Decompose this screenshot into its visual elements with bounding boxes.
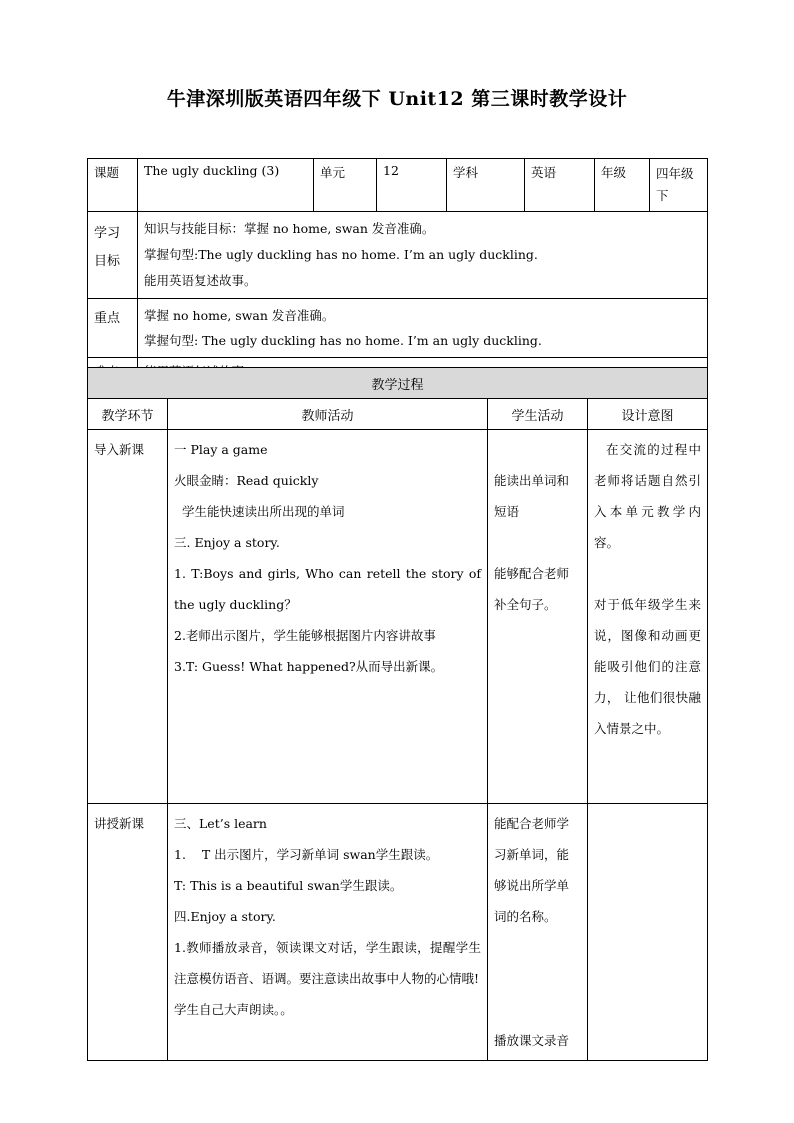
teacher-line: 四.Enjoy a story.	[174, 909, 276, 924]
student-activity-cell	[488, 804, 588, 1061]
spacer	[594, 558, 701, 589]
teacher-line: 3.T: Guess! What happened?从而导出新课。	[174, 659, 444, 674]
teacher-line: 火眼金睛：Read quickly	[174, 473, 319, 488]
intent-line: 在交流的过程中老师将话题自然引入本单元教学内容。	[594, 442, 702, 550]
stage-cell: 导入新课	[88, 430, 168, 804]
goals-line: 知识与技能目标：掌握 no home, swan 发音准确。	[144, 221, 435, 236]
teacher-line: T: This is a beautiful swan学生跟读。	[174, 878, 403, 893]
process-header: 教学过程	[88, 368, 708, 399]
teacher-line: 1. T 出示图片，学习新单词 swan学生跟读。	[174, 847, 439, 862]
design-intent-cell	[588, 430, 708, 804]
goals-content	[138, 212, 708, 299]
student-line: 能配合老师学习新单词，能够说出所学单词的名称。	[494, 816, 570, 924]
student-line: 能够配合老师补全句子。	[494, 566, 570, 612]
spacer	[494, 932, 581, 1025]
student-line: 播放课文录音	[494, 1033, 570, 1048]
unit-label: 单元	[314, 159, 377, 212]
process-table	[87, 367, 708, 1061]
design-intent-cell	[588, 804, 708, 1061]
key-points-content	[138, 299, 708, 358]
goals-label: 学习目标	[88, 212, 138, 299]
key-points-label: 重点	[88, 299, 138, 358]
stage-cell: 讲授新课	[88, 804, 168, 1061]
table-row	[88, 804, 708, 1061]
teacher-activity-cell	[168, 804, 488, 1061]
teacher-line: 1. T:Boys and girls, Who can retell the story of the ugly duckling？	[174, 566, 481, 612]
teacher-line: 三、Let’s learn	[174, 816, 267, 831]
column-header: 设计意图	[588, 399, 708, 430]
teacher-line: 学生能快速读出所出现的单词	[174, 504, 345, 519]
teacher-line: 三. Enjoy a story.	[174, 535, 280, 550]
teacher-activity-cell	[168, 430, 488, 804]
intent-line: 对于低年级学生来说，图像和动画更能吸引他们的注意力， 让他们很快融入情景之中。	[594, 597, 702, 736]
grade-value: 四年级下	[650, 159, 708, 212]
teacher-line: 2.老师出示图片，学生能够根据图片内容讲故事	[174, 628, 436, 643]
unit-value: 12	[377, 159, 447, 212]
teacher-line: 一 Play a game	[174, 442, 268, 457]
subject-label: 学科	[447, 159, 525, 212]
goals-line: 掌握句型:The ugly duckling has no home. I’m an ugly duckling.	[144, 247, 538, 262]
subject-value: 英语	[525, 159, 595, 212]
student-activity-cell	[488, 430, 588, 804]
topic-label: 课题	[88, 159, 138, 212]
teacher-line: 学生自己大声朗读。。	[174, 1002, 293, 1017]
column-header: 教学环节	[88, 399, 168, 430]
key-points-line: 掌握 no home, swan 发音准确。	[144, 308, 335, 323]
column-header: 教师活动	[168, 399, 488, 430]
document-title: 牛津深圳版英语四年级下 Unit12 第三课时教学设计	[166, 88, 628, 110]
teacher-line: 1.教师播放录音，领读课文对话，学生跟读，提醒学生注意模仿语音、语调。要注意读出故事中人物的心情哦!	[174, 940, 481, 986]
grade-label: 年级	[595, 159, 650, 212]
key-points-line: 掌握句型: The ugly duckling has no home. I’m an ugly duckling.	[144, 333, 542, 348]
table-row	[88, 430, 708, 804]
student-line: 能读出单词和短语	[494, 473, 570, 519]
column-header: 学生活动	[488, 399, 588, 430]
info-table	[87, 158, 708, 385]
spacer	[494, 527, 581, 558]
topic-value: The ugly duckling (3)	[138, 159, 314, 212]
goals-line: 能用英语复述故事。	[144, 273, 257, 288]
